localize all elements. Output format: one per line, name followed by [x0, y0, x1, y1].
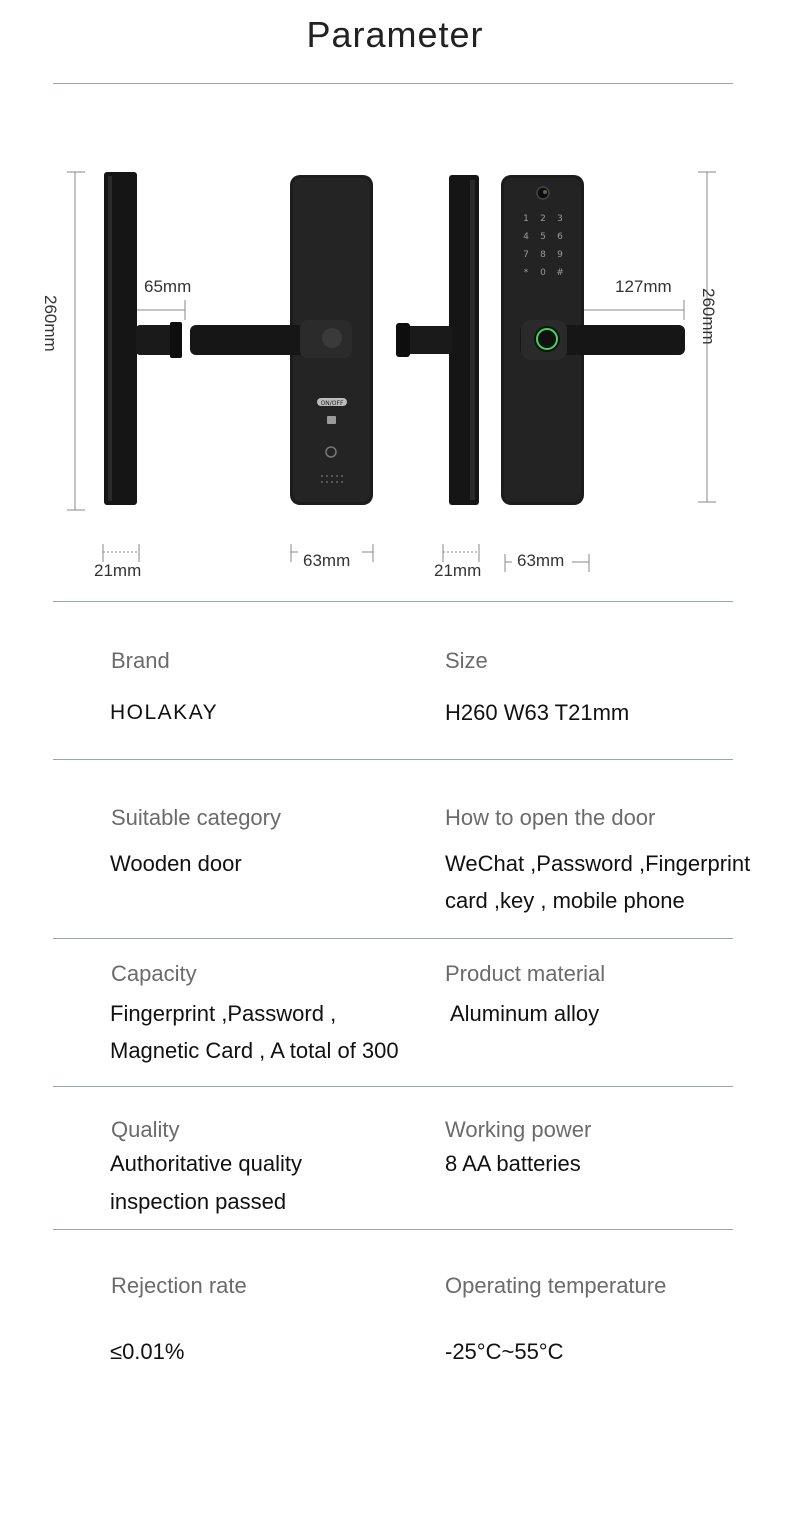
dimension-diagram	[0, 150, 790, 600]
category-label: Suitable category	[111, 805, 281, 830]
quality-label: Quality	[111, 1117, 180, 1142]
handle-length-dimension-right: 127mm	[615, 277, 672, 296]
quality-line2: inspection passed	[110, 1189, 287, 1214]
rejection-rate-value: ≤0.01%	[110, 1339, 185, 1364]
brand-value: HOLAKAY	[110, 701, 219, 724]
keypad-key: 5	[540, 232, 546, 242]
divider	[53, 83, 733, 84]
power-label: Working power	[445, 1117, 592, 1142]
keypad-key: 8	[540, 250, 546, 260]
lock-illustration	[0, 150, 790, 600]
open-method-line2: card ,key , mobile phone	[445, 888, 685, 913]
temperature-value: -25°C~55°C	[445, 1339, 564, 1364]
thickness-dimension-left: 21mm	[94, 561, 142, 580]
keypad-key: 7	[523, 250, 529, 260]
keypad-key: *	[523, 268, 529, 278]
divider	[53, 1229, 733, 1230]
quality-line1: Authoritative quality	[110, 1151, 302, 1176]
open-method-line1: WeChat ,Password ,Fingerprint	[445, 851, 751, 876]
keypad-key: 4	[523, 232, 529, 242]
keypad-key: 9	[557, 250, 563, 260]
capacity-line1: Fingerprint ,Password ,	[110, 1001, 337, 1026]
rejection-rate-label: Rejection rate	[111, 1273, 247, 1298]
material-label: Product material	[445, 961, 606, 986]
thickness-dimension-right: 21mm	[434, 561, 482, 580]
capacity-label: Capacity	[111, 961, 197, 986]
divider	[53, 1086, 733, 1087]
size-label: Size	[445, 648, 488, 673]
keypad-key: 6	[557, 232, 563, 242]
brand-label: Brand	[111, 648, 170, 673]
keypad-key: 2	[540, 214, 546, 224]
keypad-key: 3	[557, 214, 563, 224]
handle-length-dimension: 65mm	[144, 277, 192, 296]
onoff-label: ON/OFF	[320, 400, 344, 407]
keypad-key: #	[556, 268, 564, 278]
power-value: 8 AA batteries	[445, 1151, 581, 1176]
height-dimension-right: 260mm	[699, 288, 718, 345]
material-value: Aluminum alloy	[450, 1001, 600, 1026]
divider	[53, 938, 733, 939]
width-dimension-front: 63mm	[303, 551, 351, 570]
size-value: H260 W63 T21mm	[445, 700, 630, 725]
divider	[53, 601, 733, 602]
page-title: Parameter	[306, 14, 484, 55]
keypad-key: 1	[523, 214, 529, 224]
open-method-label: How to open the door	[445, 805, 656, 830]
category-value: Wooden door	[110, 851, 242, 876]
height-dimension-left: 260mm	[41, 295, 60, 352]
capacity-line2: Magnetic Card , A total of 300	[110, 1038, 399, 1063]
divider	[53, 759, 733, 760]
temperature-label: Operating temperature	[445, 1273, 667, 1298]
width-dimension-back: 63mm	[517, 551, 565, 570]
keypad-key: 0	[540, 268, 546, 278]
